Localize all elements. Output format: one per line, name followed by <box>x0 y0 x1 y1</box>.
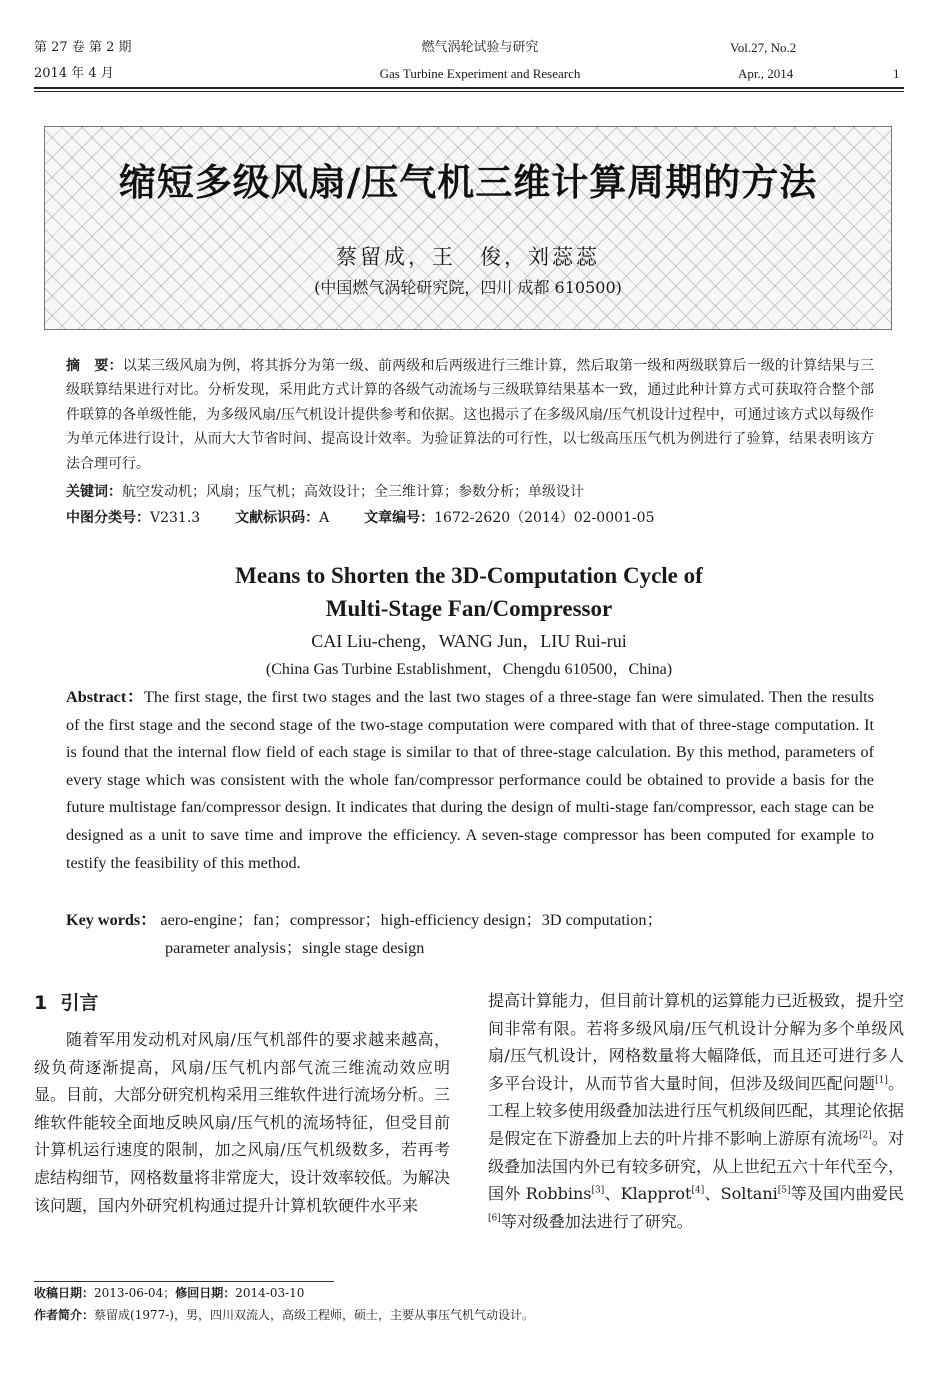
received-label: 收稿日期： <box>34 1286 95 1300</box>
abstract-cn-text: 以某三级风扇为例，将其拆分为第一级、前两级和后两级进行三维计算，然后取第一级和两级联算后一级的计算结果与三级联算结果进行对比。分析发现，采用此方式计算的各级气动流场与三级联算结果基本一致，通过此种计算方式可获取符合整个部件联算的各单级性能，为多级风扇/压气机设计提供参考和依据。这也揭示了在多级风扇/压气机设计过程中，可通过该方式以每级作为单元体进行设计，从而大大节省时间、提高设计效率。为验证算法的可行性，以七级高压压气机为例进行了验算，结果表明该方法合理可行。 <box>66 358 875 472</box>
abstract-cn-label: 摘 要： <box>66 358 123 374</box>
body-right-text-1: 提高计算能力，但目前计算机的运算能力已近极致，提升空间非常有限。若将多级风扇/压气机设计分解为多个单级风扇/压气机设计，网格数量将大幅降低，而且还可进行多人多平台设计，从而节省大量时间，但涉及级间匹配问题 <box>488 991 905 1093</box>
abstract-en <box>66 684 874 877</box>
keywords-cn-text: 航空发动机；风扇；压气机；高效设计；全三维计算；参数分析；单级设计 <box>122 484 584 500</box>
keywords-en-line1: aero-engine；fan；compressor；high-efficiency design；3D computation； <box>160 911 663 929</box>
revised-label: 修回日期： <box>175 1286 236 1300</box>
abstract-cn <box>66 354 874 476</box>
doc-code-value: A <box>319 510 330 526</box>
abstract-en-label: Abstract： <box>66 688 144 706</box>
citation-ref-6: [6] <box>488 1213 501 1224</box>
section-heading <box>34 991 98 1015</box>
authors-cn: 蔡留成，王 俊，刘蕊蕊 <box>336 245 600 269</box>
revised-value: 2014-03-10 <box>235 1286 305 1300</box>
clc-label: 中图分类号： <box>66 510 150 526</box>
paper-title-en-line1: Means to Shorten the 3D-Computation Cycle of <box>235 563 703 588</box>
body-right-text-3: 。对级叠加法国内外已有较多研究，从上世纪五六十年代至今，国外 Robbins <box>488 1128 905 1204</box>
citation-ref-2: [2] <box>858 1130 872 1141</box>
header-rule-thin <box>34 91 904 92</box>
abstract-en-text: The first stage, the first two stages and the last two stages of a three-stage fan were simulated. Then the results of the first stage and the second stage of the two-stage computation were compared with that of three-stage computation. It is found that the internal flow field of each stage is similar to that of three-stage calculation. By this method, parameters of every stage which was consistent with the whole fan/compressor performance could be obtained to provide a basis for the future multistage fan/compressor design. It indicates that during the design of multi-stage fan/compressor, each stage can be designed as a unit to save time and improve the efficiency. A seven-stage compressor has been computed for example to testify the feasibility of this method. <box>66 688 874 872</box>
journal-name-en: Gas Turbine Experiment and Research <box>379 66 581 81</box>
classification-line <box>66 509 654 527</box>
section-number: 1 <box>34 992 48 1014</box>
keywords-en <box>66 907 663 935</box>
keywords-en-line2: parameter analysis；single stage design <box>165 939 425 957</box>
article-number-label: 文章编号： <box>364 510 435 526</box>
article-number-value: 1672-2620（2014）02-0001-05 <box>434 510 655 526</box>
date-cn: 2014 年 4 月 <box>34 66 114 81</box>
body-right-text-5: 、Soltani <box>704 1184 778 1204</box>
keywords-en-label: Key words： <box>66 911 157 929</box>
bio-label: 作者简介： <box>34 1308 95 1322</box>
date-en: Apr., 2014 <box>738 66 794 81</box>
body-right-column <box>488 987 904 1235</box>
title-box-background <box>44 126 892 330</box>
clc-value: V231.3 <box>150 510 201 526</box>
citation-ref-5: [5] <box>777 1185 791 1196</box>
issue-info-cn: 第 27 卷 第 2 期 <box>34 40 132 55</box>
header-rule-thick <box>34 87 904 89</box>
keywords-cn-label: 关键词： <box>66 484 122 500</box>
keywords-cn <box>66 483 584 501</box>
doc-code-label: 文献标识码： <box>235 510 320 526</box>
paper-title-cn: 缩短多级风扇/压气机三维计算周期的方法 <box>118 161 818 204</box>
footnote-rule <box>34 1281 334 1282</box>
body-right-text-6: 等及国内曲爱民 <box>790 1184 904 1204</box>
page-number: 1 <box>893 66 900 81</box>
citation-ref-1: [1] <box>875 1075 888 1086</box>
bio-value: 蔡留成(1977-)，男，四川双流人，高级工程师，硕士，主要从事压气机气动设计。 <box>94 1308 534 1322</box>
citation-ref-4: [4] <box>691 1185 705 1196</box>
affiliation-en: (China Gas Turbine Establishment，Chengdu 610500，China) <box>265 661 673 678</box>
body-right-text-2: 。工程上较多使用级叠加法进行压气机级间匹配，其理论依据是假定在下游叠加上去的叶片排不影响上游原有流场 <box>488 1073 905 1148</box>
section-title: 引言 <box>60 992 99 1014</box>
affiliation-cn: (中国燃气涡轮研究院，四川 成都 610500) <box>314 278 622 297</box>
received-value: 2013-06-04； <box>94 1286 176 1300</box>
authors-en: CAI Liu-cheng，WANG Jun，LIU Rui-rui <box>311 631 627 651</box>
body-left-column: 随着军用发动机对风扇/压气机部件的要求越来越高，级负荷逐渐提高，风扇/压气机内部气流三维流动效应明显。目前，大部分研究机构采用三维软件进行流场分析。三维软件能较全面地反映风扇/压气机的流场特征，但受目前计算机运行速度的限制，加之风扇/压气机级数多，若再考虑结构细节，网格数量将非常庞大，设计效率较低。为解决该问题，国内外研究机构通过提升计算机软硬件水平来 <box>34 1030 451 1215</box>
received-date <box>34 1285 304 1301</box>
author-bio <box>34 1307 534 1323</box>
paper-title-en-line2: Multi-Stage Fan/Compressor <box>325 596 613 621</box>
journal-name-cn: 燃气涡轮试验与研究 <box>421 40 539 55</box>
body-right-text-4: 、Klapprot <box>604 1184 692 1204</box>
body-right-text-7: 等对级叠加法进行了研究。 <box>500 1211 693 1231</box>
citation-ref-3: [3] <box>591 1185 605 1196</box>
volume-en: Vol.27, No.2 <box>730 40 797 55</box>
